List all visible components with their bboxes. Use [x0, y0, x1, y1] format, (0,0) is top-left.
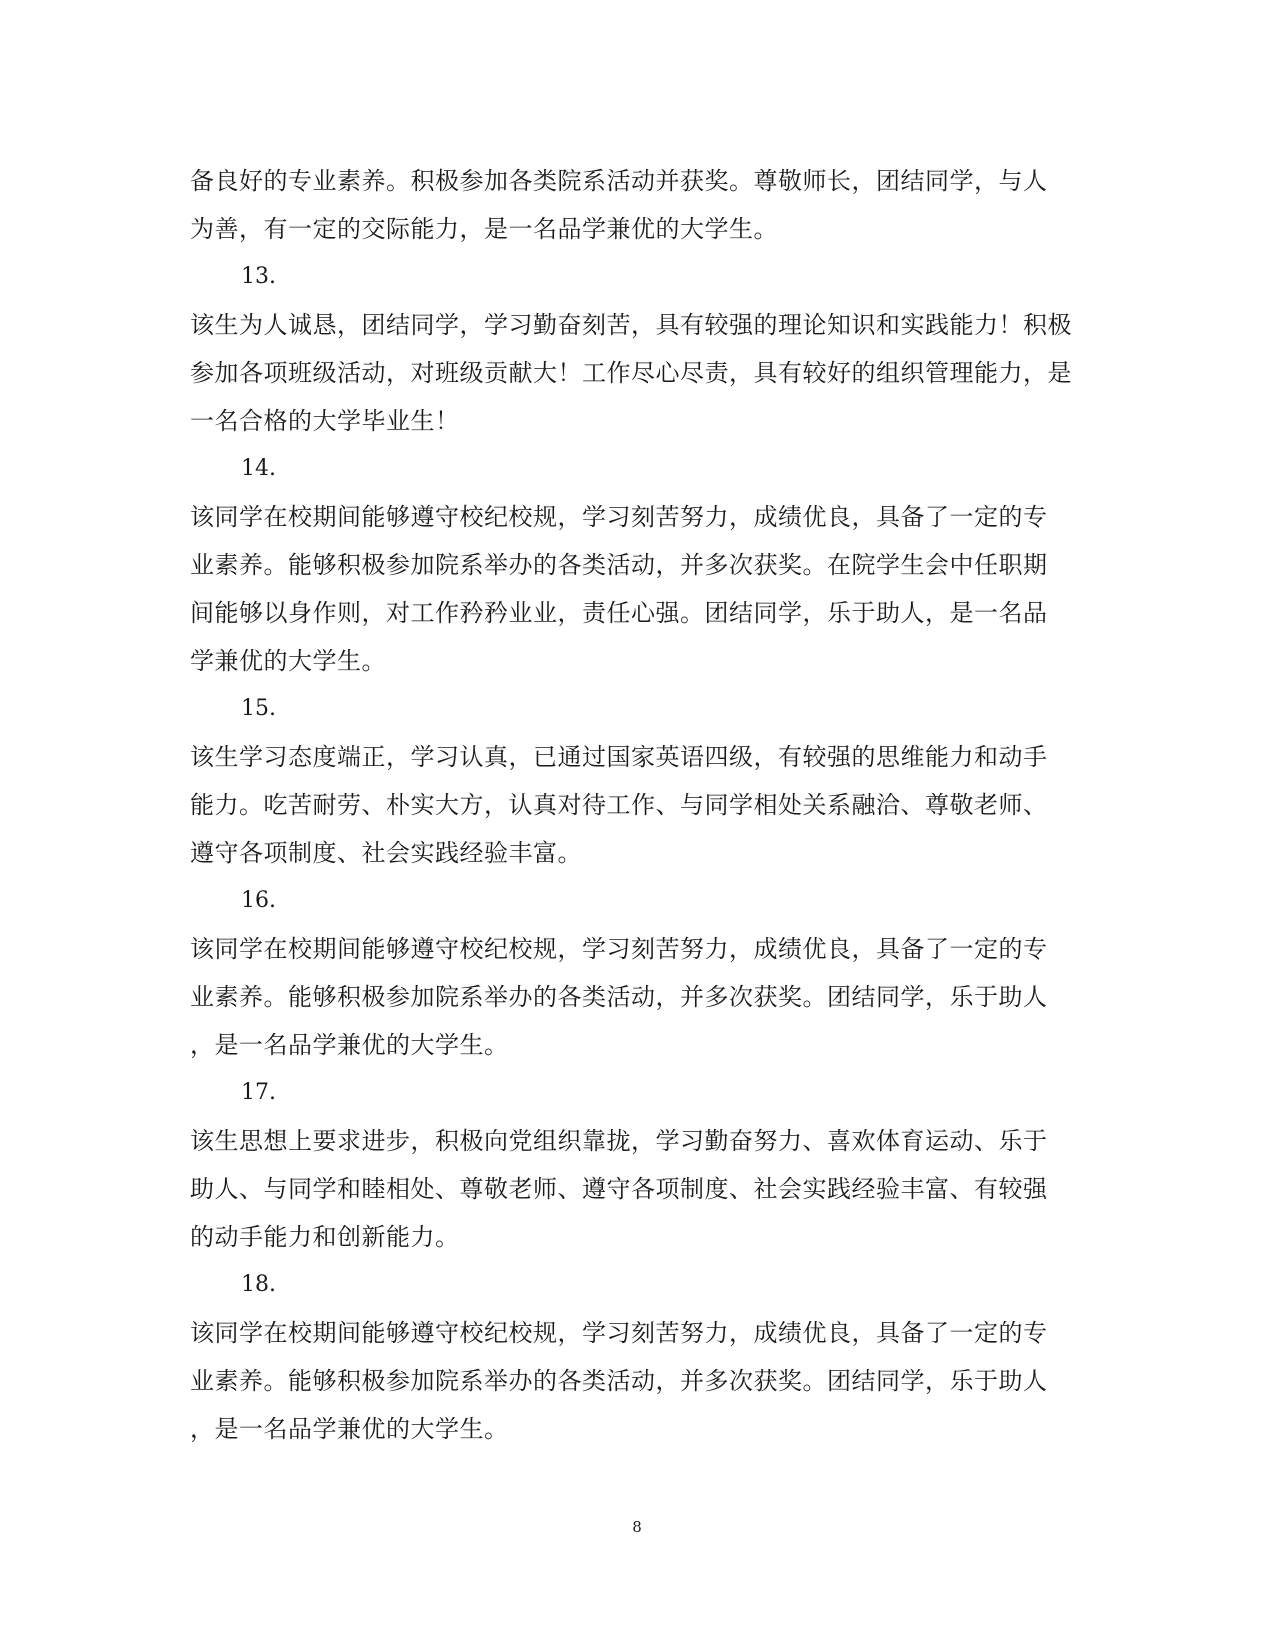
paragraph-line: 业素养。能够积极参加院系举办的各类活动，并多次获奖。团结同学，乐于助人	[190, 1367, 1048, 1395]
paragraph-line: 间能够以身作则，对工作矜矜业业，责任心强。团结同学，乐于助人，是一名品	[190, 599, 1048, 627]
paragraph-line: 该同学在校期间能够遵守校纪校规，学习刻苦努力，成绩优良，具备了一定的专	[190, 1319, 1048, 1347]
paragraph-line: 备良好的专业素养。积极参加各类院系活动并获奖。尊敬师长，团结同学，与人	[190, 167, 1048, 195]
entry-16	[190, 877, 1090, 1069]
entry-number: 13.	[241, 264, 276, 289]
paragraph-line: 该生学习态度端正，学习认真，已通过国家英语四级，有较强的思维能力和动手	[190, 743, 1048, 771]
entry-number: 16.	[241, 888, 276, 913]
paragraph-line: 助人、与同学和睦相处、尊敬老师、遵守各项制度、社会实践经验丰富、有较强	[190, 1175, 1048, 1203]
paragraph-line: 学兼优的大学生。	[190, 647, 386, 675]
paragraph-line: 该同学在校期间能够遵守校纪校规，学习刻苦努力，成绩优良，具备了一定的专	[190, 935, 1048, 963]
paragraph-line: 业素养。能够积极参加院系举办的各类活动，并多次获奖。团结同学，乐于助人	[190, 983, 1048, 1011]
intro-paragraph	[190, 157, 1090, 253]
entry-13	[190, 253, 1090, 445]
entry-number: 17.	[241, 1080, 276, 1105]
paragraph-line: 该同学在校期间能够遵守校纪校规，学习刻苦努力，成绩优良，具备了一定的专	[190, 503, 1048, 531]
paragraph-line: ，是一名品学兼优的大学生。	[190, 1031, 509, 1059]
entry-14	[190, 445, 1090, 685]
paragraph-line: 该生思想上要求进步，积极向党组织靠拢，学习勤奋努力、喜欢体育运动、乐于	[190, 1127, 1048, 1155]
paragraph-line: 的动手能力和创新能力。	[190, 1223, 460, 1251]
paragraph-line: 参加各项班级活动，对班级贡献大！工作尽心尽责，具有较好的组织管理能力，是	[190, 359, 1072, 387]
paragraph-line: 一名合格的大学毕业生！	[190, 407, 460, 435]
entry-18	[190, 1261, 1090, 1453]
page-number: 8	[632, 1518, 642, 1536]
paragraph-line: 遵守各项制度、社会实践经验丰富。	[190, 839, 582, 867]
paragraph-line: 业素养。能够积极参加院系举办的各类活动，并多次获奖。在院学生会中任职期	[190, 551, 1048, 579]
entry-number: 14.	[241, 456, 276, 481]
document-body	[190, 157, 1090, 1453]
entry-number: 15.	[241, 696, 276, 721]
entry-number: 18.	[241, 1272, 276, 1297]
entry-17	[190, 1069, 1090, 1261]
paragraph-line: ，是一名品学兼优的大学生。	[190, 1415, 509, 1443]
paragraph-line: 该生为人诚恳，团结同学，学习勤奋刻苦，具有较强的理论知识和实践能力！积极	[190, 311, 1072, 339]
paragraph-line: 为善，有一定的交际能力，是一名品学兼优的大学生。	[190, 215, 778, 243]
paragraph-line: 能力。吃苦耐劳、朴实大方，认真对待工作、与同学相处关系融洽、尊敬老师、	[190, 791, 1048, 819]
entry-15	[190, 685, 1090, 877]
